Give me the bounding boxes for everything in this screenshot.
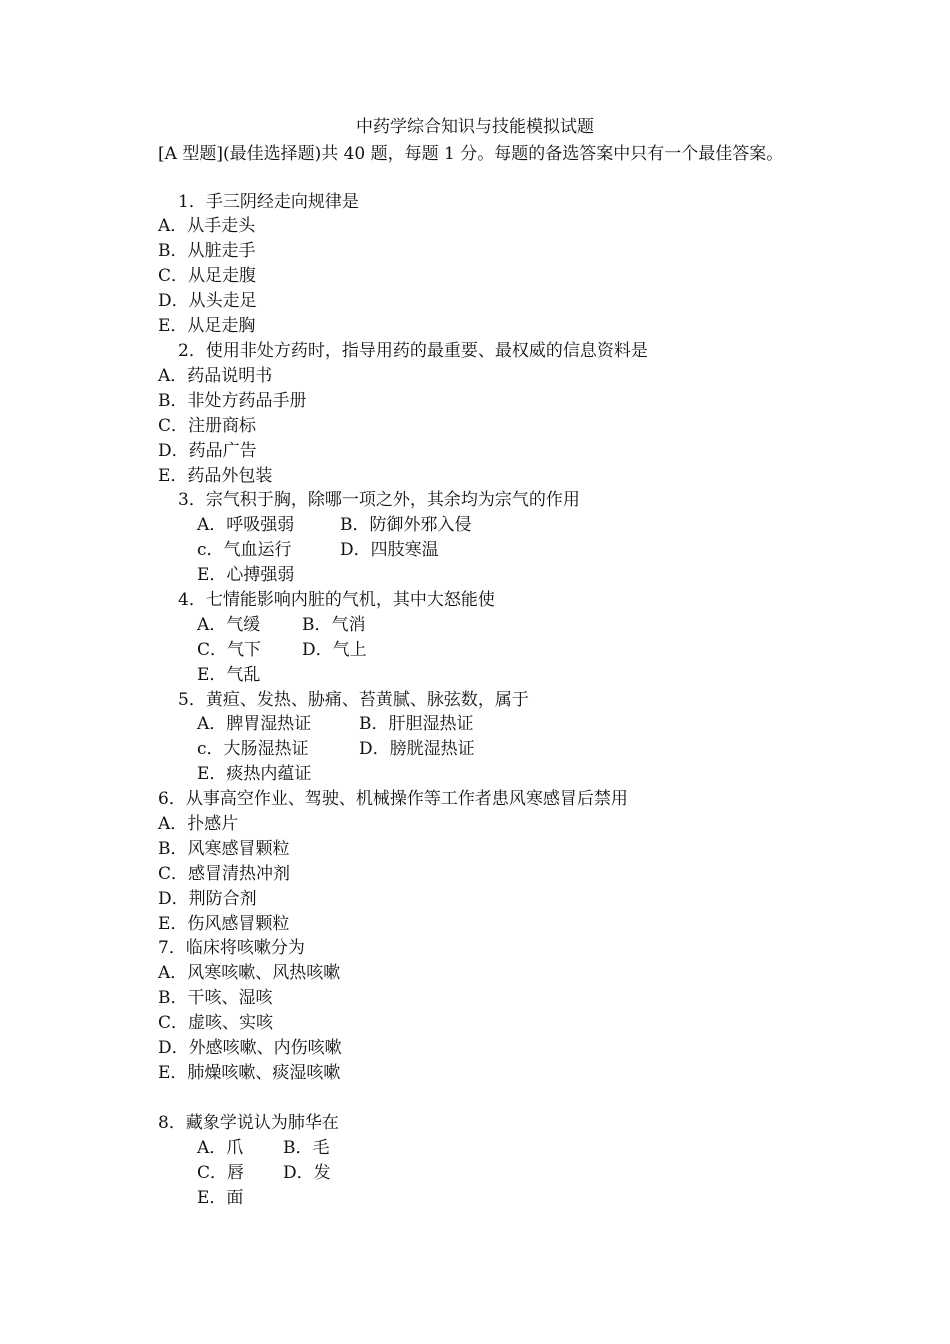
question-3-option-e: E．心搏强弱 <box>197 565 295 585</box>
question-5-option-b: B．肝胆湿热证 <box>359 714 474 734</box>
question-8-option-b: B．毛 <box>283 1138 330 1158</box>
question-6-option-b: B．风寒感冒颗粒 <box>158 839 290 859</box>
question-3-option-c: c．气血运行 <box>197 540 292 560</box>
question-2-option-a: A．药品说明书 <box>158 366 273 386</box>
question-3-option-b: B．防御外邪入侵 <box>340 515 472 535</box>
question-4-stem: 4．七情能影响内脏的气机，其中大怒能使 <box>178 590 495 610</box>
question-2-option-b: B．非处方药品手册 <box>158 391 307 411</box>
question-1-option-d: D．从头走足 <box>158 291 257 311</box>
page-title: 中药学综合知识与技能模拟试题 <box>356 117 594 137</box>
question-1-option-e: E．从足走胸 <box>158 316 256 336</box>
question-2-option-e: E．药品外包装 <box>158 466 273 486</box>
question-1-stem: 1．手三阴经走向规律是 <box>178 192 359 212</box>
question-8-option-a: A．爪 <box>197 1138 244 1158</box>
question-5-option-c: c．大肠湿热证 <box>197 739 309 759</box>
question-5-stem: 5．黄疸、发热、胁痛、苔黄腻、脉弦数，属于 <box>178 690 529 710</box>
question-4-option-a: A．气缓 <box>197 615 261 635</box>
question-4-option-c: C．气下 <box>197 640 262 660</box>
question-7-option-e: E．肺燥咳嗽、痰湿咳嗽 <box>158 1063 341 1083</box>
section-intro: [A 型题](最佳选择题)共 40 题，每题 1 分。每题的备选答案中只有一个最佳答案。 <box>158 144 784 164</box>
question-7-option-d: D．外感咳嗽、内伤咳嗽 <box>158 1038 342 1058</box>
question-8-stem: 8．藏象学说认为肺华在 <box>158 1113 339 1133</box>
question-6-option-a: A．扑感片 <box>158 814 239 834</box>
question-3-option-d: D．四肢寒温 <box>340 540 439 560</box>
question-6-stem: 6．从事高空作业、驾驶、机械操作等工作者患风寒感冒后禁用 <box>158 789 628 809</box>
question-6-option-d: D．荆防合剂 <box>158 889 257 909</box>
question-2-option-d: D．药品广告 <box>158 441 257 461</box>
question-6-option-e: E．伤风感冒颗粒 <box>158 914 290 934</box>
question-5-option-e: E．痰热内蕴证 <box>197 764 312 784</box>
question-7-option-b: B．干咳、湿咳 <box>158 988 273 1008</box>
question-7-option-a: A．风寒咳嗽、风热咳嗽 <box>158 963 341 983</box>
question-1-option-c: C．从足走腹 <box>158 266 257 286</box>
question-1-option-a: A．从手走头 <box>158 216 256 236</box>
question-5-option-d: D．膀胱湿热证 <box>359 739 475 759</box>
question-2-stem: 2．使用非处方药时，指导用药的最重要、最权威的信息资料是 <box>178 341 648 361</box>
question-8-option-e: E．面 <box>197 1188 244 1208</box>
question-8-option-d: D．发 <box>283 1163 331 1183</box>
question-1-option-b: B．从脏走手 <box>158 241 256 261</box>
question-7-stem: 7．临床将咳嗽分为 <box>158 938 305 958</box>
question-7-option-c: C．虚咳、实咳 <box>158 1013 274 1033</box>
question-8-option-c: C．唇 <box>197 1163 245 1183</box>
question-5-option-a: A．脾胃湿热证 <box>197 714 312 734</box>
question-3-option-a: A．呼吸强弱 <box>197 515 295 535</box>
question-3-stem: 3．宗气积于胸，除哪一项之外，其余均为宗气的作用 <box>178 490 580 510</box>
question-6-option-c: C．感冒清热冲剂 <box>158 864 291 884</box>
question-4-option-b: B．气消 <box>302 615 366 635</box>
question-2-option-c: C．注册商标 <box>158 416 257 436</box>
question-4-option-e: E．气乱 <box>197 665 261 685</box>
question-4-option-d: D．气上 <box>302 640 367 660</box>
